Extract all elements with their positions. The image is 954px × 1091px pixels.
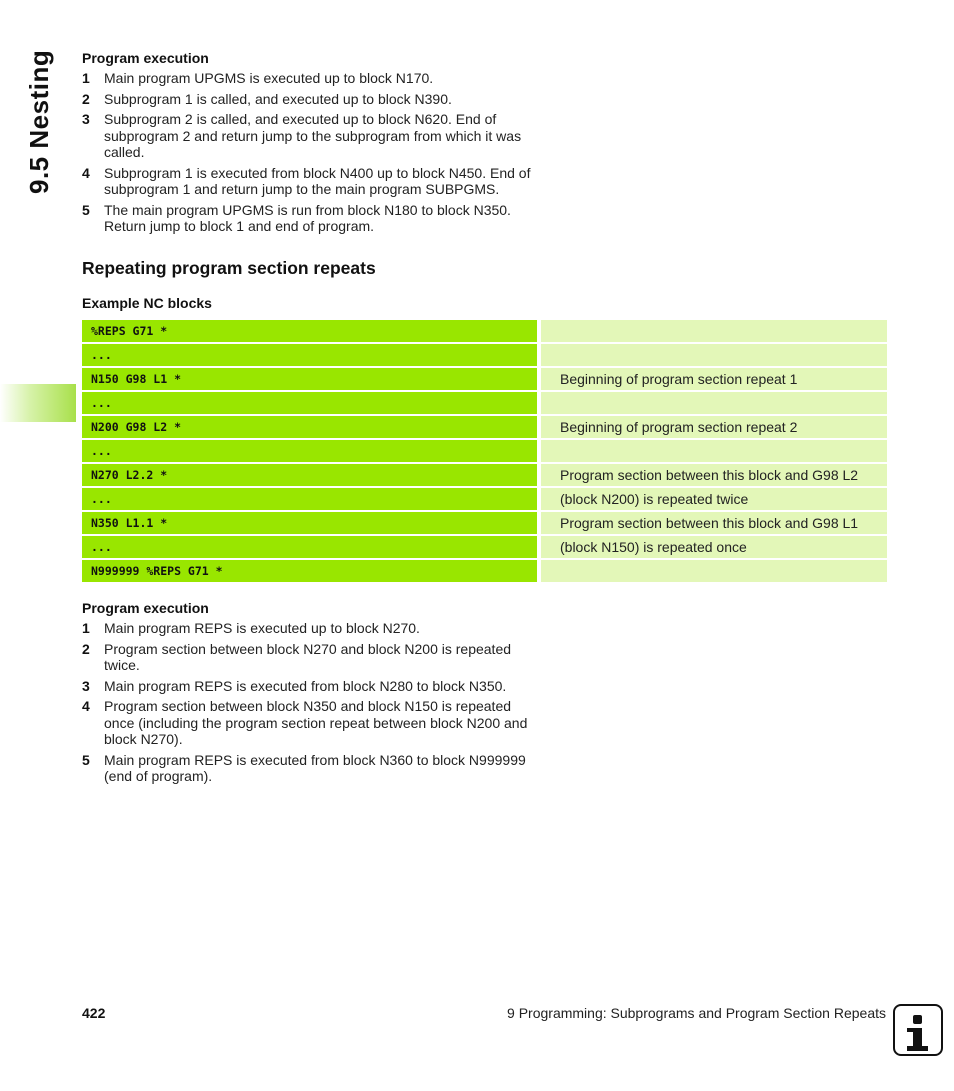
nc-comment	[541, 344, 887, 366]
example-label: Example NC blocks	[82, 295, 212, 311]
list-item	[82, 202, 532, 235]
nc-code: N270 L2.2 *	[82, 464, 537, 486]
exec1-heading: Program execution	[82, 50, 209, 66]
nc-code: ...	[82, 392, 537, 414]
info-icon-dot	[913, 1015, 922, 1024]
step-text: Program section between block N270 and block N200 is repeated twice.	[104, 640, 512, 673]
chapter-tab-marker	[0, 384, 76, 422]
step-number: 5	[82, 201, 90, 218]
info-icon-foot	[907, 1046, 928, 1051]
table-row	[82, 488, 887, 510]
exec1-block	[82, 49, 887, 239]
nc-comment: (block N150) is repeated once	[541, 536, 887, 558]
table-row	[82, 560, 887, 582]
nc-blocks-table	[82, 318, 887, 584]
table-row	[82, 392, 887, 414]
nc-code: ...	[82, 344, 537, 366]
table-row	[82, 464, 887, 486]
nc-comment	[541, 440, 887, 462]
info-icon	[893, 1004, 943, 1056]
list-item	[82, 698, 532, 748]
table-row	[82, 536, 887, 558]
chapter-side-title-text: 9.5 Nesting	[24, 49, 54, 194]
chapter-footer: 9 Programming: Subprograms and Program Section Repeats	[507, 1005, 886, 1021]
step-number: 1	[82, 620, 90, 636]
step-text: Program section between block N350 and block N150 is repeated once (including the program section repeat between block N200 and block N270).	[104, 698, 528, 747]
step-text: Subprogram 1 is executed from block N400 up to block N450. End of subprogram 1 and return jump to the main program SUBPGMS.	[104, 164, 531, 197]
nc-code: %REPS G71 *	[82, 320, 537, 342]
step-number: 1	[82, 70, 90, 86]
table-row	[82, 440, 887, 462]
list-item	[82, 165, 532, 198]
list-item	[82, 620, 532, 637]
example-label-wrap	[82, 294, 212, 312]
nc-comment	[541, 560, 887, 582]
step-text: Main program UPGMS is executed up to block N170.	[104, 70, 434, 86]
nc-comment: Program section between this block and G98 L2	[541, 464, 887, 486]
step-number: 4	[82, 698, 90, 714]
page-number: 422	[82, 1005, 106, 1021]
nc-comment: Beginning of program section repeat 2	[541, 416, 887, 438]
table-row	[82, 320, 887, 342]
step-number: 3	[82, 677, 90, 694]
nc-code: N200 G98 L2 *	[82, 416, 537, 438]
step-text: Subprogram 2 is called, and executed up to block N620. End of subprogram 2 and return jump to the subprogram from which it was called.	[104, 111, 522, 160]
step-text: Main program REPS is executed from block N280 to block N350.	[104, 677, 507, 694]
nc-comment	[541, 392, 887, 414]
nc-code: ...	[82, 440, 537, 462]
nc-comment: Program section between this block and G98 L1	[541, 512, 887, 534]
nc-comment	[541, 320, 887, 342]
list-item	[82, 111, 532, 161]
list-item	[82, 752, 532, 785]
step-number: 5	[82, 751, 90, 768]
nc-comment: Beginning of program section repeat 1	[541, 368, 887, 390]
nc-code: N350 L1.1 *	[82, 512, 537, 534]
nc-code: ...	[82, 488, 537, 510]
table-row	[82, 416, 887, 438]
list-item	[82, 641, 532, 674]
step-number: 2	[82, 640, 90, 657]
table-row	[82, 344, 887, 366]
section-heading: Repeating program section repeats	[82, 258, 376, 278]
nc-code: N999999 %REPS G71 *	[82, 560, 537, 582]
info-icon-stem	[913, 1028, 922, 1047]
table-row	[82, 368, 887, 390]
exec2-block	[82, 599, 532, 789]
nc-comment: (block N200) is repeated twice	[541, 488, 887, 510]
exec2-steps	[82, 620, 532, 785]
nc-code: N150 G98 L1 *	[82, 368, 537, 390]
list-item	[82, 91, 532, 108]
nc-code: ...	[82, 536, 537, 558]
table-row	[82, 512, 887, 534]
list-item	[82, 678, 532, 695]
exec2-heading: Program execution	[82, 600, 209, 616]
step-text: The main program UPGMS is run from block N180 to block N350. Return jump to block 1 and end of program.	[104, 201, 511, 234]
chapter-side-title	[24, 49, 64, 202]
step-number: 3	[82, 111, 90, 127]
step-text: Main program REPS is executed up to block N270.	[104, 620, 420, 636]
step-number: 4	[82, 164, 90, 181]
list-item	[82, 70, 532, 87]
exec1-steps	[82, 70, 532, 235]
step-number: 2	[82, 90, 90, 107]
step-text: Subprogram 1 is called, and executed up to block N390.	[104, 90, 452, 107]
step-text: Main program REPS is executed from block N360 to block N999999 (end of program).	[104, 751, 526, 784]
